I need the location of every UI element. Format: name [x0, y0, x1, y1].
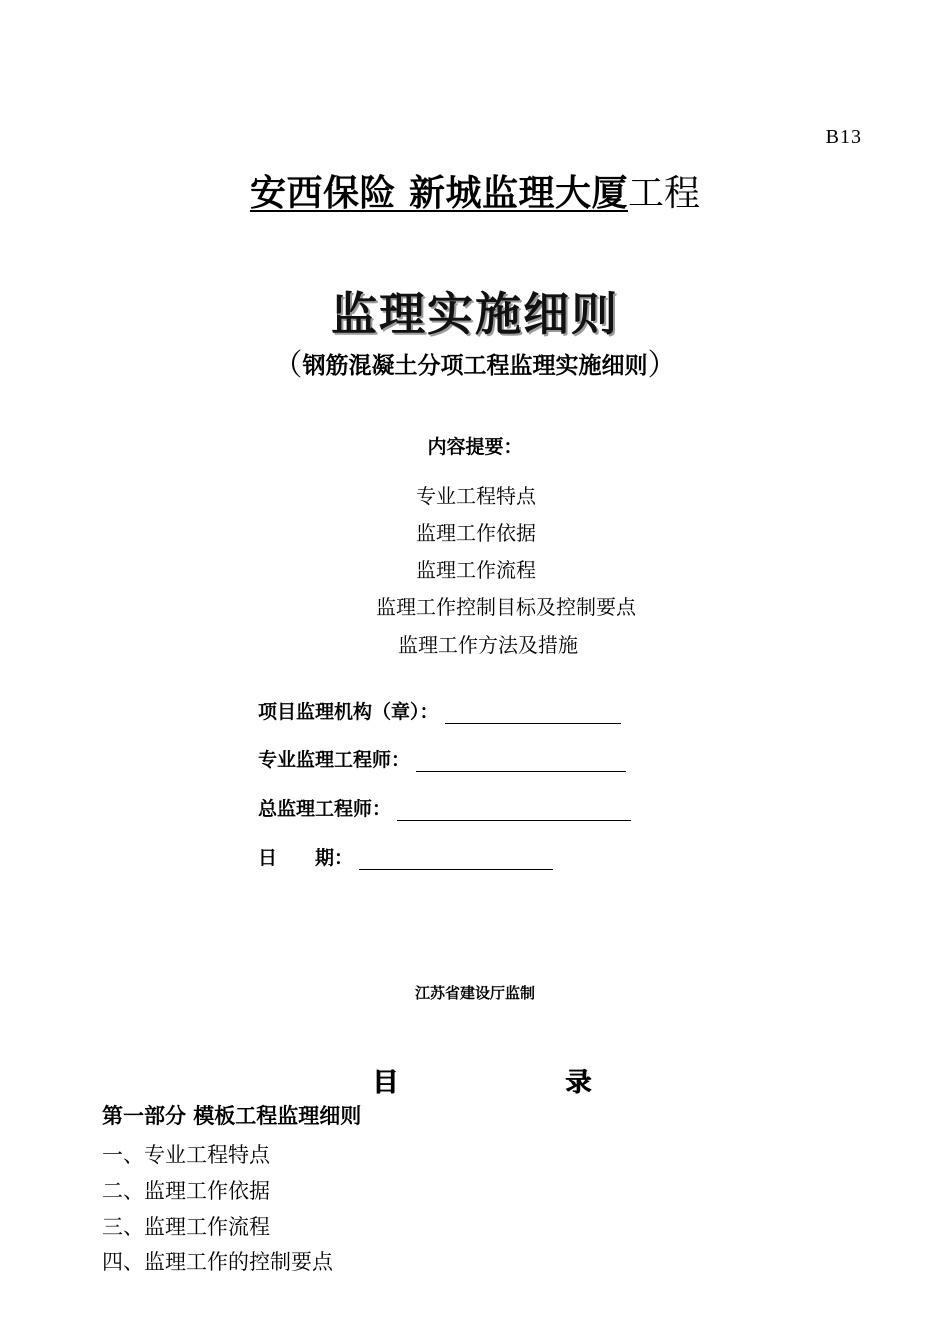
toc-item: 三、监理工作流程: [102, 1215, 270, 1239]
signature-label: 日 期：: [258, 847, 354, 869]
signature-row-chief: [258, 794, 631, 821]
contents-heading: 内容提要：: [427, 436, 523, 458]
sub-title-open-paren: （: [272, 348, 303, 383]
signature-line: [359, 849, 553, 870]
signature-line: [416, 751, 626, 772]
issuer-text: 江苏省建设厅监制: [414, 984, 535, 1002]
sub-title-close-paren: ）: [647, 348, 678, 383]
document-code: B13: [825, 126, 862, 148]
signature-row-date: [258, 843, 553, 870]
toc-item: 一、专业工程特点: [102, 1143, 270, 1167]
signature-label: 总监理工程师：: [258, 798, 392, 820]
summary-item: 专业工程特点: [416, 484, 536, 508]
signature-line: [445, 703, 621, 724]
toc-title-right: 录: [565, 1068, 592, 1098]
project-title: [0, 170, 950, 218]
toc-item: 四、监理工作的控制要点: [102, 1250, 333, 1274]
summary-item: 监理工作控制目标及控制要点: [376, 595, 636, 619]
sub-title-text: 钢筋混凝土分项工程监理实施细则: [302, 353, 648, 379]
signature-line: [397, 800, 631, 821]
summary-item: 监理工作依据: [416, 521, 536, 545]
signature-row-agency: [258, 697, 621, 724]
signature-label: 项目监理机构（章）：: [258, 701, 439, 723]
signature-label: 专业监理工程师：: [258, 749, 411, 771]
project-name: 安西保险 新城监理大厦: [249, 173, 629, 214]
toc-title-left: 目: [372, 1068, 399, 1098]
main-title: 监理实施细则: [331, 287, 619, 341]
sub-title: [0, 346, 950, 386]
summary-item: 监理工作流程: [416, 558, 536, 582]
toc-item: 二、监理工作依据: [102, 1179, 270, 1203]
toc-part-heading: 第一部分 模板工程监理细则: [102, 1104, 362, 1128]
project-suffix: 工程: [628, 173, 701, 214]
signature-row-specialist: [258, 745, 626, 772]
summary-item: 监理工作方法及措施: [398, 633, 578, 657]
